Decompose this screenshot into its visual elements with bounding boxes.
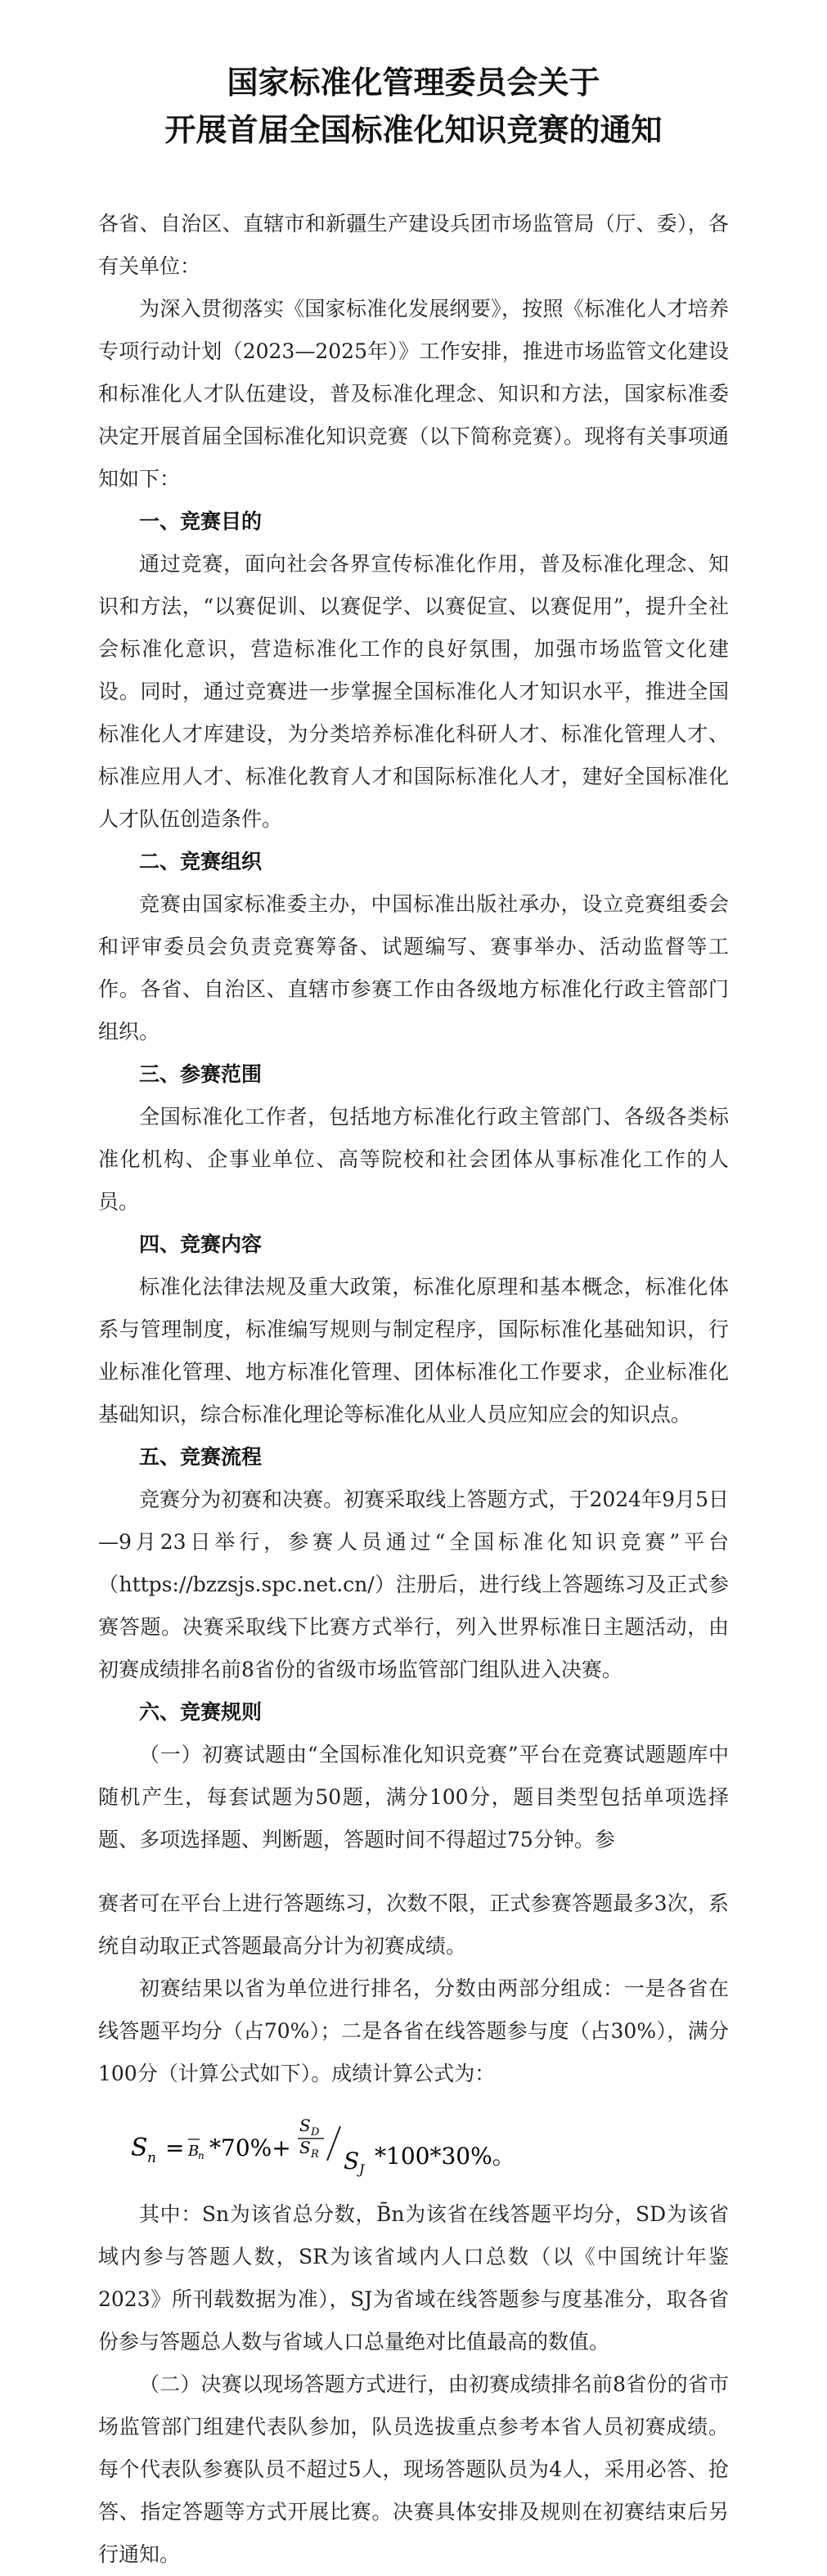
formula-equals: =	[165, 2134, 185, 2161]
section-paragraph-purpose: 通过竞赛，面向社会各界宣传标准化作用，普及标准化理念、知识和方法，“以赛促训、以赛促学、以赛促宣、以赛促用”，提升全社会标准化意识，营造标准化工作的良好氛围，加强市场监管文化建设。同时，通过竞赛进一步掌握全国标准化人才知识水平，推进全国标准化人才库建设，为分类培养标准化科研人才、标准化管理人才、标准应用人才、标准化教育人才和国际标准化人才，建好全国标准化人才队伍创造条件。	[98, 552, 729, 831]
formula-term1-sub: n	[198, 2150, 205, 2161]
section-heading-content: 四、竞赛内容	[139, 1232, 263, 1256]
section-heading-process: 五、竞赛流程	[139, 1445, 263, 1469]
formula-numerator-sub: D	[311, 2126, 320, 2138]
document-title	[98, 59, 729, 154]
formula-lhs-sub: n	[147, 2150, 156, 2166]
page-break-gap	[98, 1861, 729, 1883]
formula-mult1: *70%+	[209, 2134, 291, 2161]
formula-graphic	[131, 2110, 654, 2179]
section-heading-purpose: 一、竞赛目的	[139, 509, 263, 533]
section-heading-scope: 三、参赛范围	[139, 1062, 263, 1086]
title-line-2: 开展首届全国标准化知识竞赛的通知	[164, 111, 663, 148]
rules-paragraph-1a: （一）初赛试题由“全国标准化知识竞赛”平台在竞赛试题题库中随机产生，每套试题为50题，满分100分，题目类型包括单项选择题、多项选择题、判断题，答题时间不得超过75分钟。参	[98, 1743, 729, 1851]
intro-paragraph: 为深入贯彻落实《国家标准化发展纲要》，按照《标准化人才培养专项行动计划（2023—2025年）》工作安排，推进市场监管文化建设和标准化人才队伍建设，普及标准化理念、知识和方法，国家标准委决定开展首届全国标准化知识竞赛（以下简称竞赛）。现将有关事项通知如下：	[98, 297, 729, 491]
score-formula	[131, 2110, 729, 2179]
rules-paragraph-3: 其中：Sn为该省总分数，B̄n为该省在线答题平均分，SD为该省域内参与答题人数，SR为该省域内人口总数（以《中国统计年鉴2023》所刊载数据为准），SJ为省域在线答题参与度基准分，取各省份参与答题总人数与省域人口总量绝对比值最高的数值。	[98, 2202, 729, 2354]
rules-paragraph-1b: 赛者可在平台上进行答题练习，次数不限，正式参赛答题最多3次，系统自动取正式答题最高分计为初赛成绩。	[98, 1892, 729, 1958]
section-paragraph-organization: 竞赛由国家标准委主办，中国标准出版社承办，设立竞赛组委会和评审委员会负责竞赛筹备、试题编写、赛事举办、活动监督等工作。各省、自治区、直辖市参赛工作由各级地方标准化行政主管部门组织。	[98, 892, 729, 1043]
formula-divisor: S	[344, 2147, 360, 2174]
rules-paragraph-2: 初赛结果以省为单位进行排名，分数由两部分组成：一是各省在线答题平均分（占70%）；二是各省在线答题参与度（占30%），满分100分（计算公式如下）。成绩计算公式为：	[98, 1977, 729, 2085]
formula-denominator-sub: R	[311, 2148, 319, 2161]
formula-numerator: S	[299, 2116, 311, 2135]
section-heading-rules: 六、竞赛规则	[139, 1700, 263, 1724]
section-paragraph-scope: 全国标准化工作者，包括地方标准化行政主管部门、各级各类标准化机构、企事业单位、高等院校和社会团体从事标准化工作的人员。	[98, 1105, 729, 1214]
section-paragraph-process: 竞赛分为初赛和决赛。初赛采取线上答题方式，于2024年9月5日—9月23日举行，参赛人员通过“全国标准化知识竞赛”平台（https://bzzsjs.spc.net.cn/）注册后，进行线上答题练习及正式参赛答题。决赛采取线下比赛方式举行，列入世界标准日主题活动，由初赛成绩排名前8省份的省级市场监管部门组队进入决赛。	[98, 1488, 729, 1681]
rules-paragraph-4: （二）决赛以现场答题方式进行，由初赛成绩排名前8省份的省市场监管部门组建代表队参加，队员选拔重点参考本省人员初赛成绩。每个代表队参赛队员不超过5人，现场答题队员为4人，采用必答、抢答、指定答题等方式开展比赛。决赛具体安排及规则在初赛结束后另行通知。	[98, 2372, 729, 2566]
title-line-1: 国家标准化管理委员会关于	[227, 64, 600, 101]
formula-lhs: S	[131, 2134, 148, 2162]
formula-tail: *100*30%。	[375, 2143, 515, 2170]
formula-denominator: S	[299, 2138, 311, 2157]
formula-divisor-sub: J	[359, 2161, 365, 2177]
section-heading-organization: 二、竞赛组织	[139, 850, 263, 873]
formula-slash	[327, 2126, 340, 2161]
formula-term1: B	[188, 2143, 200, 2160]
section-paragraph-content: 标准化法律法规及重大政策，标准化原理和基本概念，标准化体系与管理制度，标准编写规则与制定程序，国际标准化基础知识，行业标准化管理、地方标准化管理、团体标准化工作要求，企业标准化基础知识，综合标准化理论等标准化从业人员应知应会的知识点。	[98, 1275, 729, 1426]
salutation: 各省、自治区、直辖市和新疆生产建设兵团市场监管局（厅、委），各有关单位：	[98, 212, 729, 278]
